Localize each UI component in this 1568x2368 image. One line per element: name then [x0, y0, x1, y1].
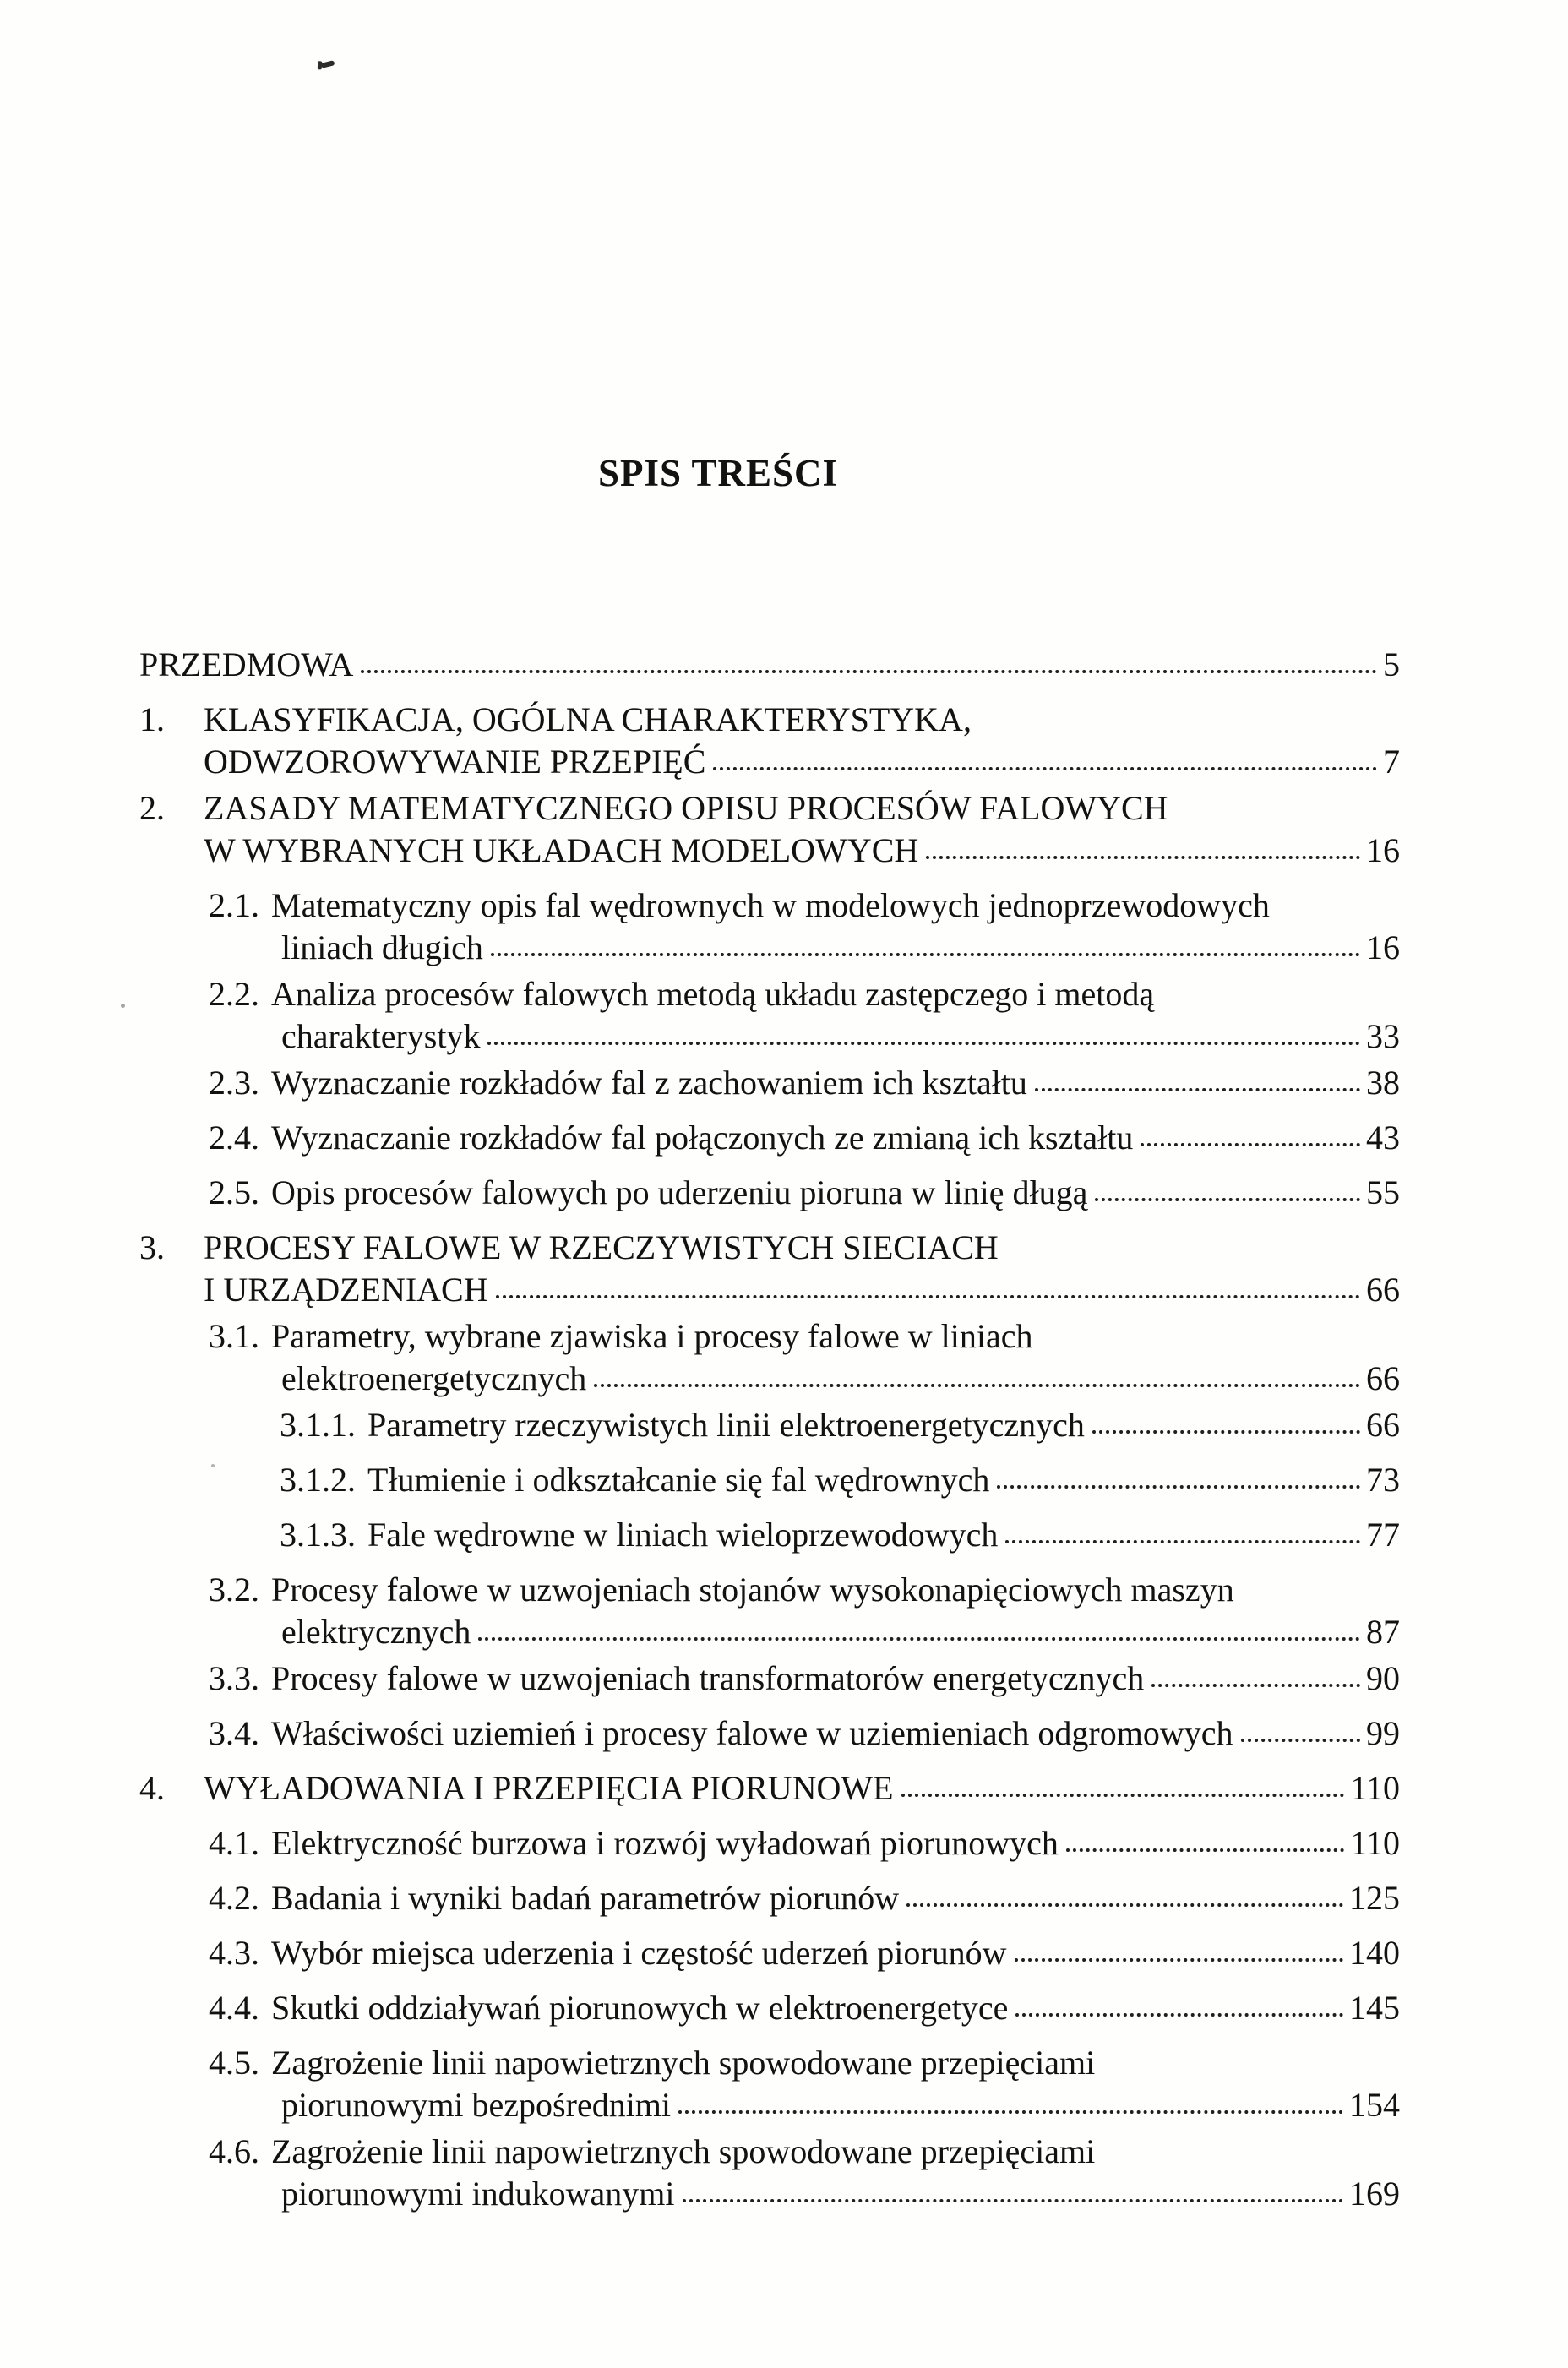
entry-line [209, 2131, 1400, 2173]
entry-number: 4.2. [209, 1879, 259, 1917]
page-number: 87 [1366, 1613, 1400, 1651]
page-number: 125 [1349, 1879, 1400, 1917]
page-number: 38 [1366, 1064, 1400, 1102]
toc-entry-4 [139, 1767, 1400, 1810]
page-number: 16 [1366, 831, 1400, 869]
dot-leader [1141, 1143, 1360, 1146]
page-number: 154 [1349, 2086, 1400, 2124]
page-number: 55 [1366, 1173, 1400, 1211]
dot-leader [683, 2199, 1343, 2202]
entry-line [209, 1172, 1400, 1214]
entry-line [209, 1822, 1400, 1864]
entry-number: 3.4. [209, 1714, 259, 1752]
entry-text: charakterystyk [281, 1017, 481, 1055]
dot-leader [1092, 1430, 1360, 1434]
toc-entry-4-6 [209, 2131, 1400, 2215]
toc-entry-3-1-3 [280, 1514, 1400, 1556]
toc-list [139, 644, 1400, 2228]
entry-text: Opis procesów falowych po uderzeniu pioruna w linię długą [271, 1173, 1088, 1211]
entry-line [209, 1358, 1400, 1400]
entry-number: 3.3. [209, 1659, 259, 1697]
page-number: 33 [1366, 1017, 1400, 1055]
scan-artifact [121, 1004, 125, 1008]
page-number: 66 [1366, 1406, 1400, 1444]
toc-entry-4-4 [209, 1987, 1400, 2029]
toc-entry-3-1-1 [280, 1404, 1400, 1446]
page-number: 5 [1383, 645, 1400, 683]
toc-entry-2-4 [209, 1117, 1400, 1159]
toc-entry-2-2 [209, 973, 1400, 1058]
entry-number: 4.6. [209, 2132, 259, 2170]
dot-leader [906, 1903, 1343, 1907]
entry-line [209, 885, 1400, 927]
toc-entry-4-5 [209, 2042, 1400, 2126]
entry-line [204, 1269, 1400, 1311]
entry-line [204, 741, 1400, 783]
page-number: 7 [1383, 743, 1400, 781]
entry-text: elektroenergetycznych [281, 1359, 587, 1397]
entry-line [280, 1404, 1400, 1446]
page-number: 140 [1349, 1934, 1400, 1972]
entry-number: 3.1.2. [280, 1461, 356, 1499]
toc-entry-4-2 [209, 1877, 1400, 1919]
entry-number: 4.5. [209, 2044, 259, 2082]
entry-line [209, 1932, 1400, 1974]
scan-artifact [321, 60, 335, 68]
entry-line [209, 1611, 1400, 1653]
dot-leader [594, 1384, 1360, 1387]
entry-text: Elektryczność burzowa i rozwój wyładowań piorunowych [271, 1824, 1059, 1862]
entry-line [209, 1015, 1400, 1058]
entry-number: 4. [139, 1769, 165, 1807]
entry-text: WYŁADOWANIA I PRZEPIĘCIA PIORUNOWE [204, 1769, 894, 1807]
entry-text: Procesy falowe w uzwojeniach stojanów wysokonapięciowych maszyn [271, 1571, 1234, 1609]
entry-line [209, 927, 1400, 969]
toc-entry-2-1 [209, 885, 1400, 969]
toc-entry-3 [139, 1227, 1400, 1311]
dot-leader [1005, 1540, 1360, 1543]
entry-line [209, 1569, 1400, 1611]
page-number: 90 [1366, 1659, 1400, 1697]
entry-text: Analiza procesów falowych metodą układu zastępczego i metodą [271, 975, 1155, 1013]
toc-entry-2-5 [209, 1172, 1400, 1214]
entry-line [280, 1459, 1400, 1501]
page-number: 77 [1366, 1516, 1400, 1554]
dot-leader [926, 856, 1360, 859]
entry-text: Skutki oddziaływań piorunowych w elektroenergetyce [271, 1989, 1009, 2027]
toc-entry-przedmowa [139, 644, 1400, 686]
entry-text: Parametry, wybrane zjawiska i procesy falowe w liniach [271, 1317, 1033, 1355]
entry-text: Wyznaczanie rozkładów fal połączonych ze zmianą ich kształtu [271, 1119, 1134, 1157]
dot-leader [478, 1637, 1360, 1641]
entry-line [209, 973, 1400, 1015]
entry-line [209, 1315, 1400, 1358]
entry-number: 2. [139, 789, 165, 827]
dot-leader [1095, 1198, 1360, 1201]
dot-leader [678, 2110, 1343, 2114]
page-number: 66 [1366, 1271, 1400, 1309]
toc-entry-3-1-2 [280, 1459, 1400, 1501]
entry-text: Zagrożenie linii napowietrznych spowodowane przepięciami [271, 2132, 1096, 2170]
entry-line [209, 1877, 1400, 1919]
entry-text: ZASADY MATEMATYCZNEGO OPISU PROCESÓW FALOWYCH [204, 789, 1168, 827]
page-number: 66 [1366, 1359, 1400, 1397]
toc-entry-3-3 [209, 1658, 1400, 1700]
toc-entry-3-2 [209, 1569, 1400, 1653]
dot-leader [1066, 1848, 1345, 1852]
entry-line [139, 644, 1400, 686]
page-number: 110 [1350, 1769, 1400, 1807]
toc-entry-1 [139, 699, 1400, 783]
entry-number: 1. [139, 700, 165, 738]
entry-number: 3.2. [209, 1571, 259, 1609]
entry-number: 2.3. [209, 1064, 259, 1102]
entry-number: 3.1.3. [280, 1516, 356, 1554]
entry-number: 3.1. [209, 1317, 259, 1355]
toc-entry-3-4 [209, 1712, 1400, 1755]
entry-line [209, 2084, 1400, 2126]
entry-line [204, 787, 1400, 830]
entry-text: Matematyczny opis fal wędrownych w modelowych jednoprzewodowych [271, 886, 1270, 924]
entry-text: piorunowymi bezpośrednimi [281, 2086, 672, 2124]
entry-number: 2.5. [209, 1173, 259, 1211]
entry-number: 3.1.1. [280, 1406, 356, 1444]
entry-line [209, 1117, 1400, 1159]
entry-number: 3. [139, 1228, 165, 1266]
entry-text: liniach długich [281, 928, 483, 966]
entry-text: W WYBRANYCH UKŁADACH MODELOWYCH [204, 831, 919, 869]
entry-text: Wyznaczanie rozkładów fal z zachowaniem ich kształtu [271, 1064, 1027, 1102]
entry-line [209, 2042, 1400, 2084]
entry-text: Wybór miejsca uderzenia i częstość uderzeń piorunów [271, 1934, 1007, 1972]
dot-leader [361, 670, 1377, 673]
entry-line [209, 2173, 1400, 2215]
entry-line [204, 699, 1400, 741]
dot-leader [1035, 1088, 1360, 1091]
entry-text: PROCESY FALOWE W RZECZYWISTYCH SIECIACH [204, 1228, 999, 1266]
entry-number: 2.2. [209, 975, 259, 1013]
page-title: SPIS TREŚCI [597, 452, 839, 494]
toc-entry-4-1 [209, 1822, 1400, 1864]
entry-line [209, 1658, 1400, 1700]
page-number: 145 [1349, 1989, 1400, 2027]
entry-line [204, 1227, 1400, 1269]
entry-text: KLASYFIKACJA, OGÓLNA CHARAKTERYSTYKA, [204, 700, 972, 738]
page-number: 73 [1366, 1461, 1400, 1499]
page-number: 16 [1366, 928, 1400, 966]
dot-leader [487, 1042, 1360, 1045]
entry-line [204, 1767, 1400, 1810]
entry-number: 2.1. [209, 886, 259, 924]
dot-leader [1152, 1684, 1360, 1687]
entry-line [204, 830, 1400, 872]
entry-number: 4.1. [209, 1824, 259, 1862]
entry-line [280, 1514, 1400, 1556]
dot-leader [997, 1485, 1360, 1489]
dot-leader [491, 953, 1360, 956]
entry-text: Parametry rzeczywistych linii elektroenergetycznych [368, 1406, 1085, 1444]
entry-line [209, 1987, 1400, 2029]
toc-entry-2-3 [209, 1062, 1400, 1104]
dot-leader [496, 1295, 1360, 1298]
entry-text: Fale wędrowne w liniach wieloprzewodowych [368, 1516, 999, 1554]
entry-number: 4.3. [209, 1934, 259, 1972]
entry-line [209, 1712, 1400, 1755]
entry-text: Procesy falowe w uzwojeniach transformatorów energetycznych [271, 1659, 1145, 1697]
dot-leader [1015, 1958, 1343, 1962]
entry-text: Zagrożenie linii napowietrznych spowodowane przepięciami [271, 2044, 1096, 2082]
page-number: 110 [1350, 1824, 1400, 1862]
toc-entry-4-3 [209, 1932, 1400, 1974]
entry-text: ODWZOROWYWANIE PRZEPIĘĆ [204, 743, 706, 781]
entry-number: 4.4. [209, 1989, 259, 2027]
entry-text: Badania i wyniki badań parametrów piorunów [271, 1879, 900, 1917]
entry-text: Tłumienie i odkształcanie się fal wędrownych [368, 1461, 990, 1499]
entry-text: PRZEDMOWA [139, 645, 354, 683]
dot-leader [1241, 1739, 1361, 1742]
entry-text: I URZĄDZENIACH [204, 1271, 488, 1309]
entry-text: Właściwości uziemień i procesy falowe w uziemieniach odgromowych [271, 1714, 1233, 1752]
entry-line [209, 1062, 1400, 1104]
entry-text: elektrycznych [281, 1613, 471, 1651]
entry-text: piorunowymi indukowanymi [281, 2175, 675, 2213]
page-number: 43 [1366, 1119, 1400, 1157]
toc-entry-3-1 [209, 1315, 1400, 1400]
toc-entry-2 [139, 787, 1400, 872]
page-number: 99 [1366, 1714, 1400, 1752]
page-number: 169 [1349, 2175, 1400, 2213]
dot-leader [901, 1794, 1345, 1797]
dot-leader [713, 767, 1377, 770]
entry-number: 2.4. [209, 1119, 259, 1157]
dot-leader [1015, 2013, 1343, 2017]
